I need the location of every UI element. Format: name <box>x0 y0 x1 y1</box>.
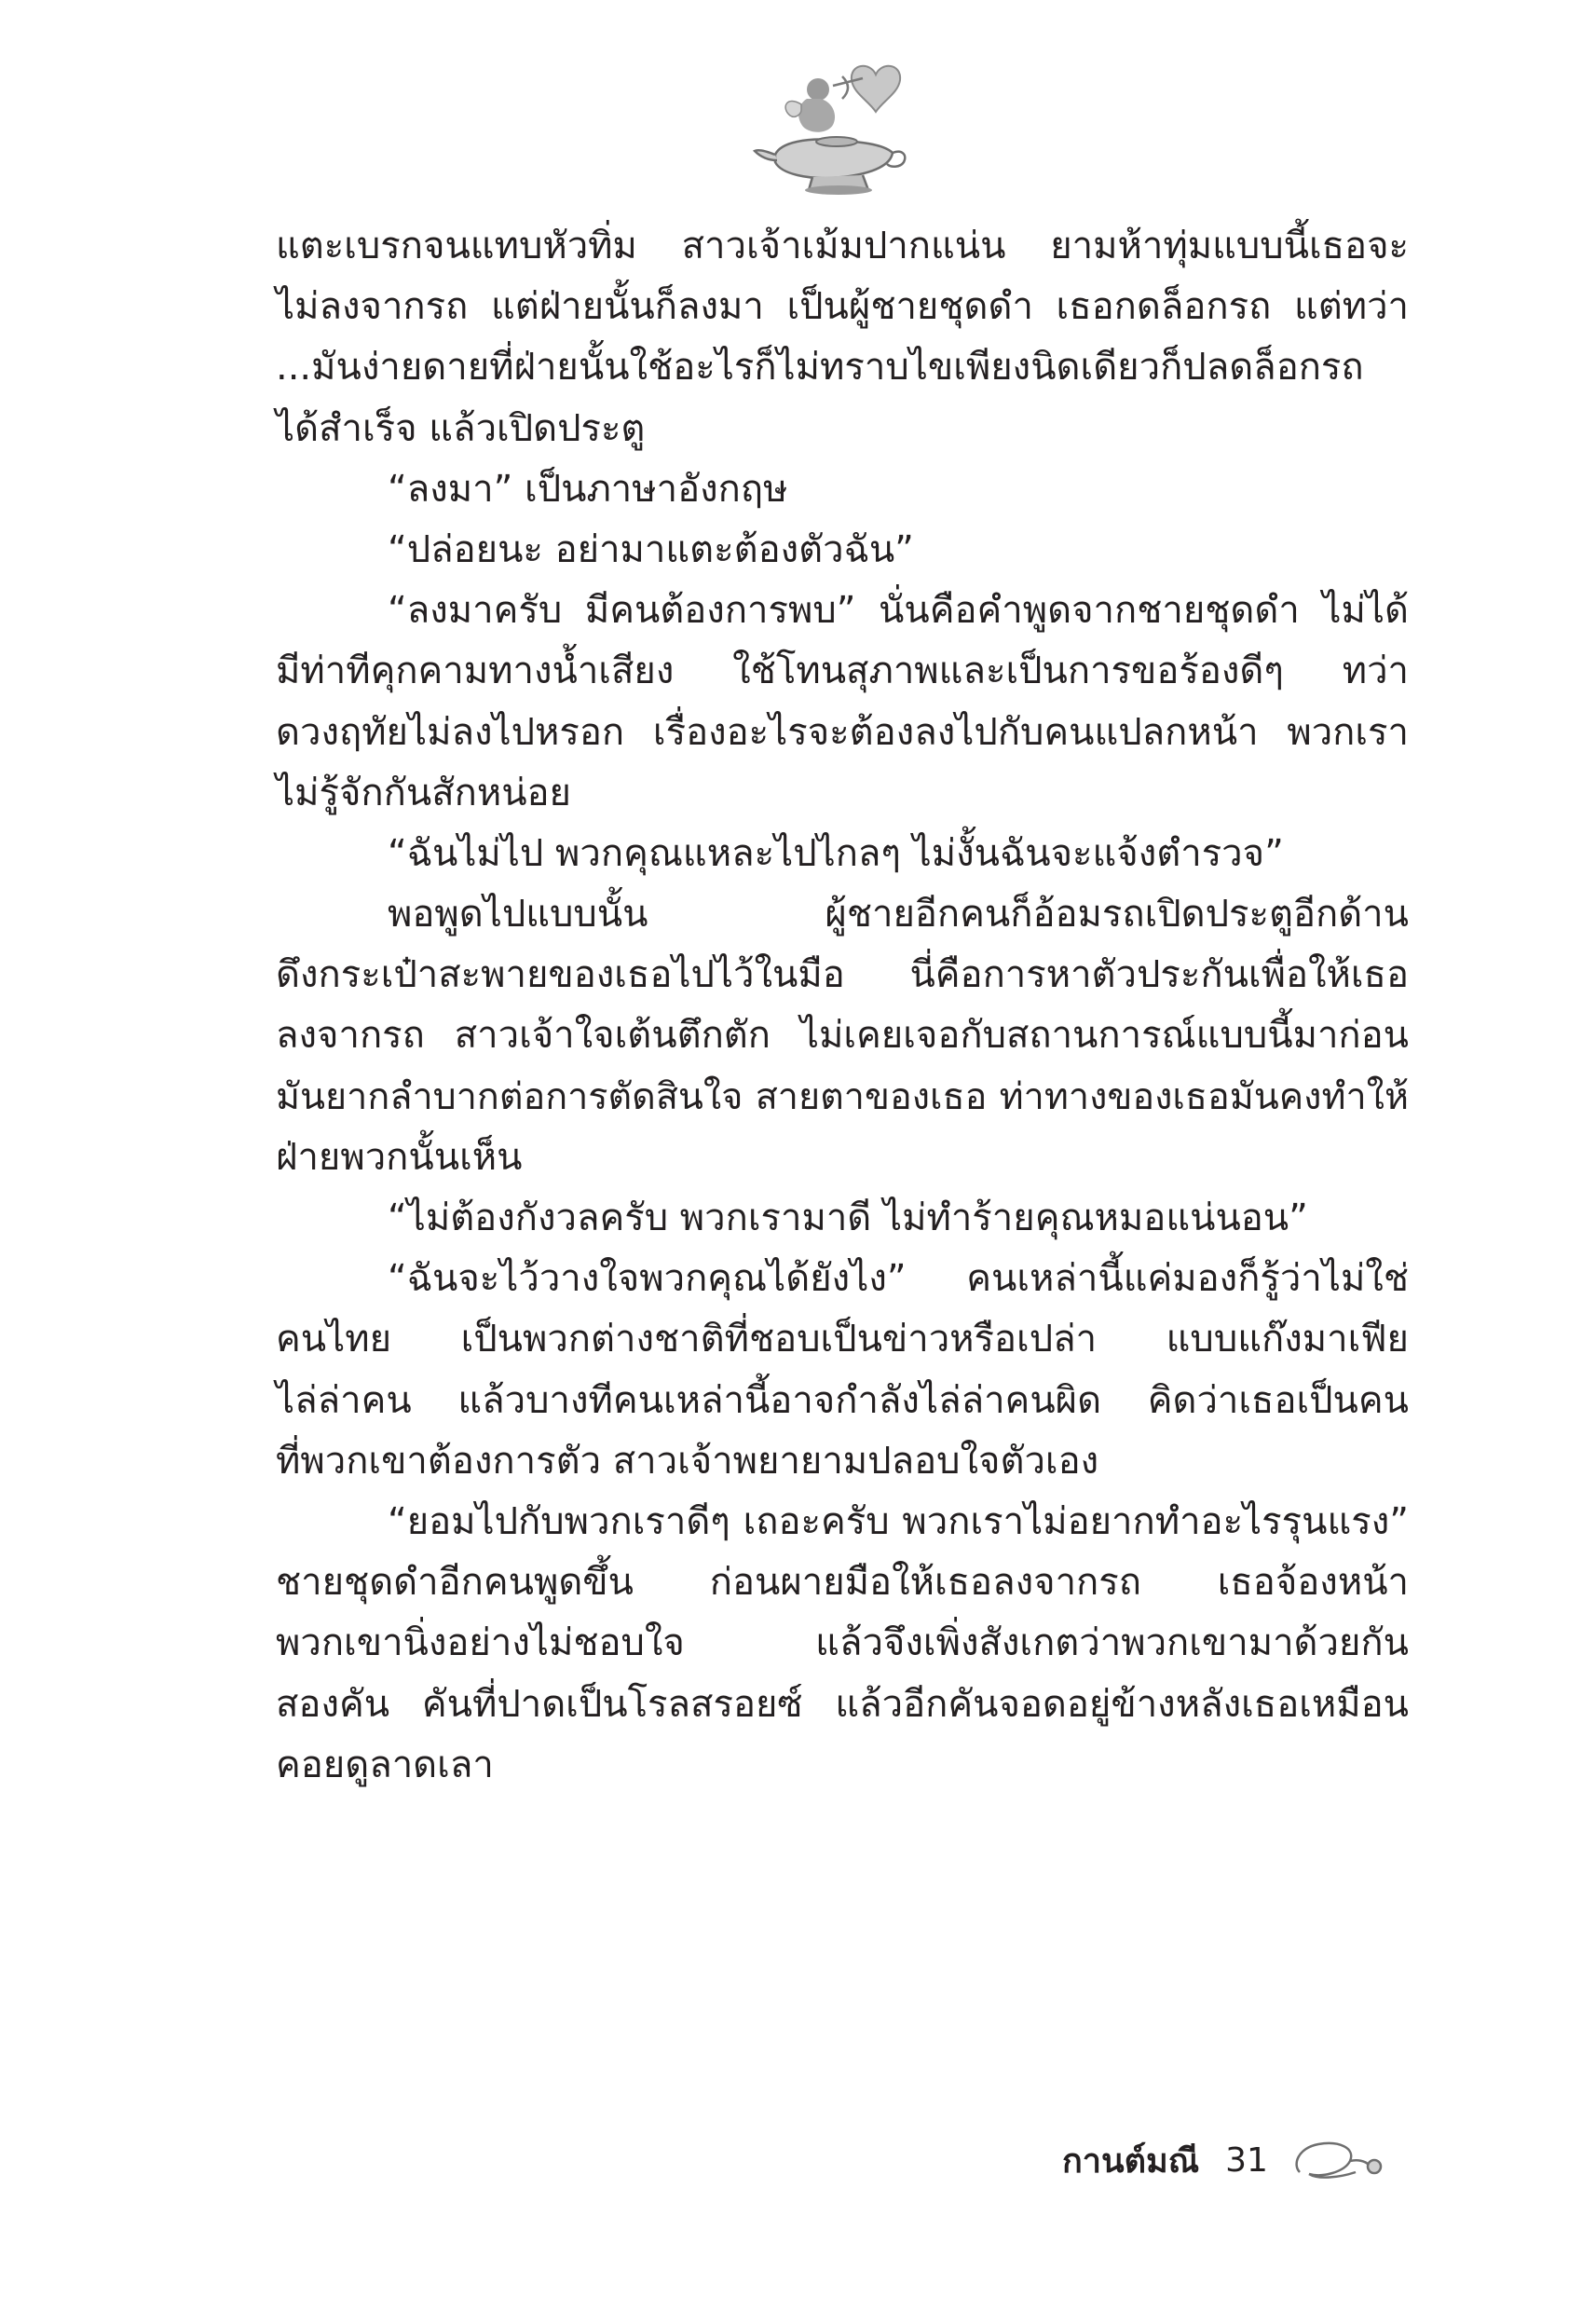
text-line: “ยอมไปกับพวกเราดีๆ เถอะครับ พวกเราไม่อยากทำอะไรรุนแรง” <box>388 1499 1409 1543</box>
text-line: ไม่รู้จักกันสักหน่อย <box>276 771 571 814</box>
text-line: ฝ่ายพวกนั้นเห็น <box>276 1135 523 1179</box>
text-line: คนไทย เป็นพวกต่างชาติที่ชอบเป็นข่าวหรือเปล่า แบบแก๊งมาเฟีย <box>276 1318 1409 1361</box>
text-line: พอพูดไปแบบนั้น ผู้ชายอีกคนก็อ้อมรถเปิดประตูอีกด้าน <box>388 893 1409 937</box>
text-line: มีท่าทีคุกคามทางน้ำเสียง ใช้โทนสุภาพและเป็นการขอร้องดีๆ ทว่า <box>276 650 1409 693</box>
text-line: ชายชุดดำอีกคนพูดขึ้น ก่อนผายมือให้เธอลงจากรถ เธอจ้องหน้า <box>276 1561 1409 1605</box>
text-line: สองคัน คันที่ปาดเป็นโรลสรอยซ์ แล้วอีกคันจอดอยู่ข้างหลังเธอเหมือน <box>276 1682 1409 1726</box>
text-line: ได้สำเร็จ แล้วเปิดประตู <box>276 406 646 450</box>
text-line: “ไม่ต้องกังวลครับ พวกเรามาดี ไม่ทำร้ายคุณหมอแน่นอน” <box>388 1197 1308 1239</box>
text-line: ดึงกระเป๋าสะพายของเธอไปไว้ในมือ นี่คือการหาตัวประกันเพื่อให้เธอ <box>276 953 1409 997</box>
text-line: “ปล่อยนะ อย่ามาแตะต้องตัวฉัน” <box>388 527 914 571</box>
cupid-teapot-ornament-icon <box>753 58 911 198</box>
text-line: มันยากลำบากต่อการตัดสินใจ สายตาของเธอ ท่าทางของเธอมันคงทำให้ <box>276 1074 1409 1118</box>
text-line: ที่พวกเขาต้องการตัว สาวเจ้าพยายามปลอบใจตัวเอง <box>276 1439 1099 1483</box>
stethoscope-icon <box>1290 2137 1384 2183</box>
text-line: ไม่ลงจากรถ แต่ฝ่ายนั้นก็ลงมา เป็นผู้ชายชุดดำ เธอกดล็อกรถ แต่ทว่า <box>276 285 1409 329</box>
text-line: คอยดูลาดเลา <box>276 1743 494 1786</box>
text-line: ...มันง่ายดายที่ฝ่ายนั้นใช้อะไรก็ไม่ทราบไขเพียงนิดเดียวก็ปลดล็อกรถ <box>276 346 1364 390</box>
text-line: พวกเขานิ่งอย่างไม่ชอบใจ แล้วจึงเพิ่งสังเกตว่าพวกเขามาด้วยกัน <box>276 1621 1409 1665</box>
text-line: “ฉันไม่ไป พวกคุณแหละไปไกลๆ ไม่งั้นฉันจะแจ้งตำรวจ” <box>388 831 1284 875</box>
text-line: ไล่ล่าคน แล้วบางทีคนเหล่านี้อาจกำลังไล่ล่าคนผิด คิดว่าเธอเป็นคน <box>276 1378 1409 1422</box>
text-line: ดวงฤทัยไม่ลงไปหรอก เรื่องอะไรจะต้องลงไปกับคนแปลกหน้า พวกเรา <box>276 710 1409 754</box>
book-title: กานต์มณี <box>1062 2141 1200 2181</box>
text-line: “ฉันจะไว้วางใจพวกคุณได้ยังไง” คนเหล่านี้แค่มองก็รู้ว่าไม่ใช่ <box>388 1257 1409 1301</box>
text-line: “ลงมา” เป็นภาษาอังกฤษ <box>388 467 788 511</box>
body-text <box>276 216 1409 1796</box>
text-line: “ลงมาครับ มีคนต้องการพบ” นั่นคือคำพูดจากชายชุดดำ ไม่ได้ <box>388 589 1409 633</box>
page-number: 31 <box>1225 2140 1268 2180</box>
text-line: ลงจากรถ สาวเจ้าใจเต้นตึกตัก ไม่เคยเจอกับสถานการณ์แบบนี้มาก่อน <box>276 1014 1409 1058</box>
text-line: แตะเบรกจนแทบหัวทิ่ม สาวเจ้าเม้มปากแน่น ยามห้าทุ่มแบบนี้เธอจะ <box>276 225 1409 267</box>
page-footer <box>1062 2132 1384 2188</box>
